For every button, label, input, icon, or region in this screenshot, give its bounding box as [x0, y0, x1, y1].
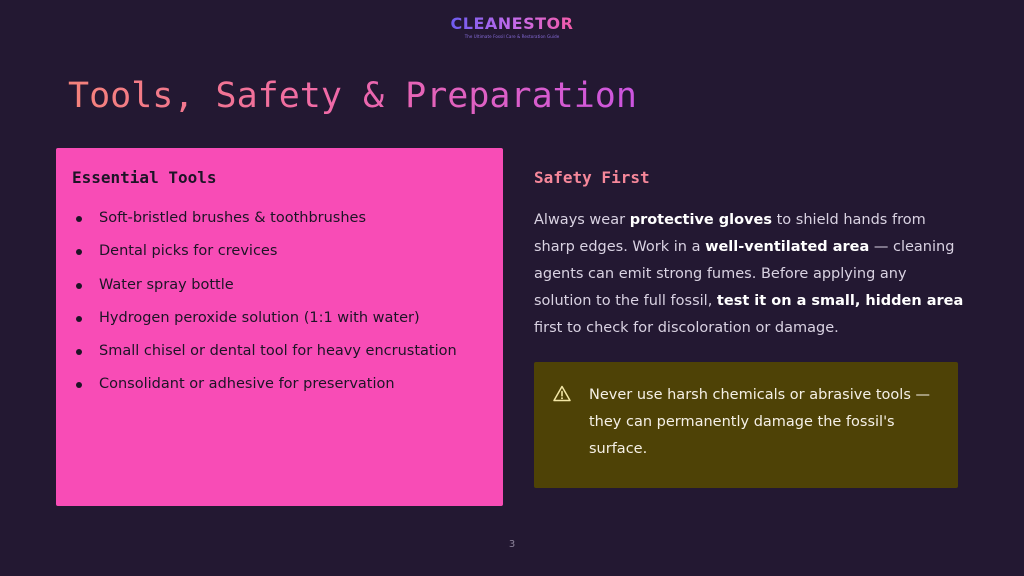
essential-tools-heading: Essential Tools	[72, 168, 217, 187]
warning-callout	[534, 362, 958, 488]
list-item-label: Dental picks for crevices	[99, 243, 278, 260]
warning-triangle-icon	[552, 384, 572, 404]
list-item-label: Small chisel or dental tool for heavy encrustation	[99, 343, 457, 360]
list-item-label: Consolidant or adhesive for preservation	[99, 376, 395, 393]
bullet-icon	[76, 283, 82, 289]
list-item	[72, 341, 487, 361]
list-item	[72, 241, 487, 261]
tools-list	[72, 208, 487, 394]
safety-emphasis-ventilation: well-ventilated area	[705, 239, 870, 255]
bullet-icon	[76, 249, 82, 255]
bullet-icon	[76, 382, 82, 388]
safety-text-segment: Always wear	[534, 212, 630, 228]
safety-text-segment: first to check for discoloration or damage.	[534, 320, 839, 336]
list-item	[72, 275, 487, 295]
safety-text-segment: — cleaning agents can emit strong fumes. Before applying any solution to the full fossil,	[534, 239, 955, 309]
safety-emphasis-test: test it on a small, hidden area	[716, 293, 964, 309]
list-item	[72, 308, 487, 328]
bullet-icon	[76, 316, 82, 322]
bullet-icon	[76, 216, 82, 222]
bullet-icon	[76, 349, 82, 355]
list-item-label: Hydrogen peroxide solution (1:1 with water)	[99, 309, 420, 326]
safety-paragraph	[534, 207, 964, 342]
brand-tagline: The Ultimate Fossil Care & Restoration Guide	[464, 34, 560, 39]
brand-logo: CLEANESTOR	[450, 14, 574, 33]
safety-first-heading: Safety First	[534, 168, 650, 187]
essential-tools-card	[56, 148, 503, 506]
list-item-label: Soft-bristled brushes & toothbrushes	[99, 210, 367, 226]
list-item	[72, 208, 487, 228]
list-item-label: Water spray bottle	[99, 276, 234, 293]
page-number: 3	[508, 539, 516, 550]
slide-title: Tools, Safety & Preparation	[68, 72, 637, 120]
safety-text-segment: to shield hands from sharp edges. Work in a	[534, 212, 926, 255]
brand-header	[0, 14, 1024, 40]
safety-emphasis-gloves: protective gloves	[629, 212, 773, 228]
warning-text: Never use harsh chemicals or abrasive tools — they can permanently damage the fossil's surface.	[589, 387, 930, 457]
list-item	[72, 374, 487, 394]
